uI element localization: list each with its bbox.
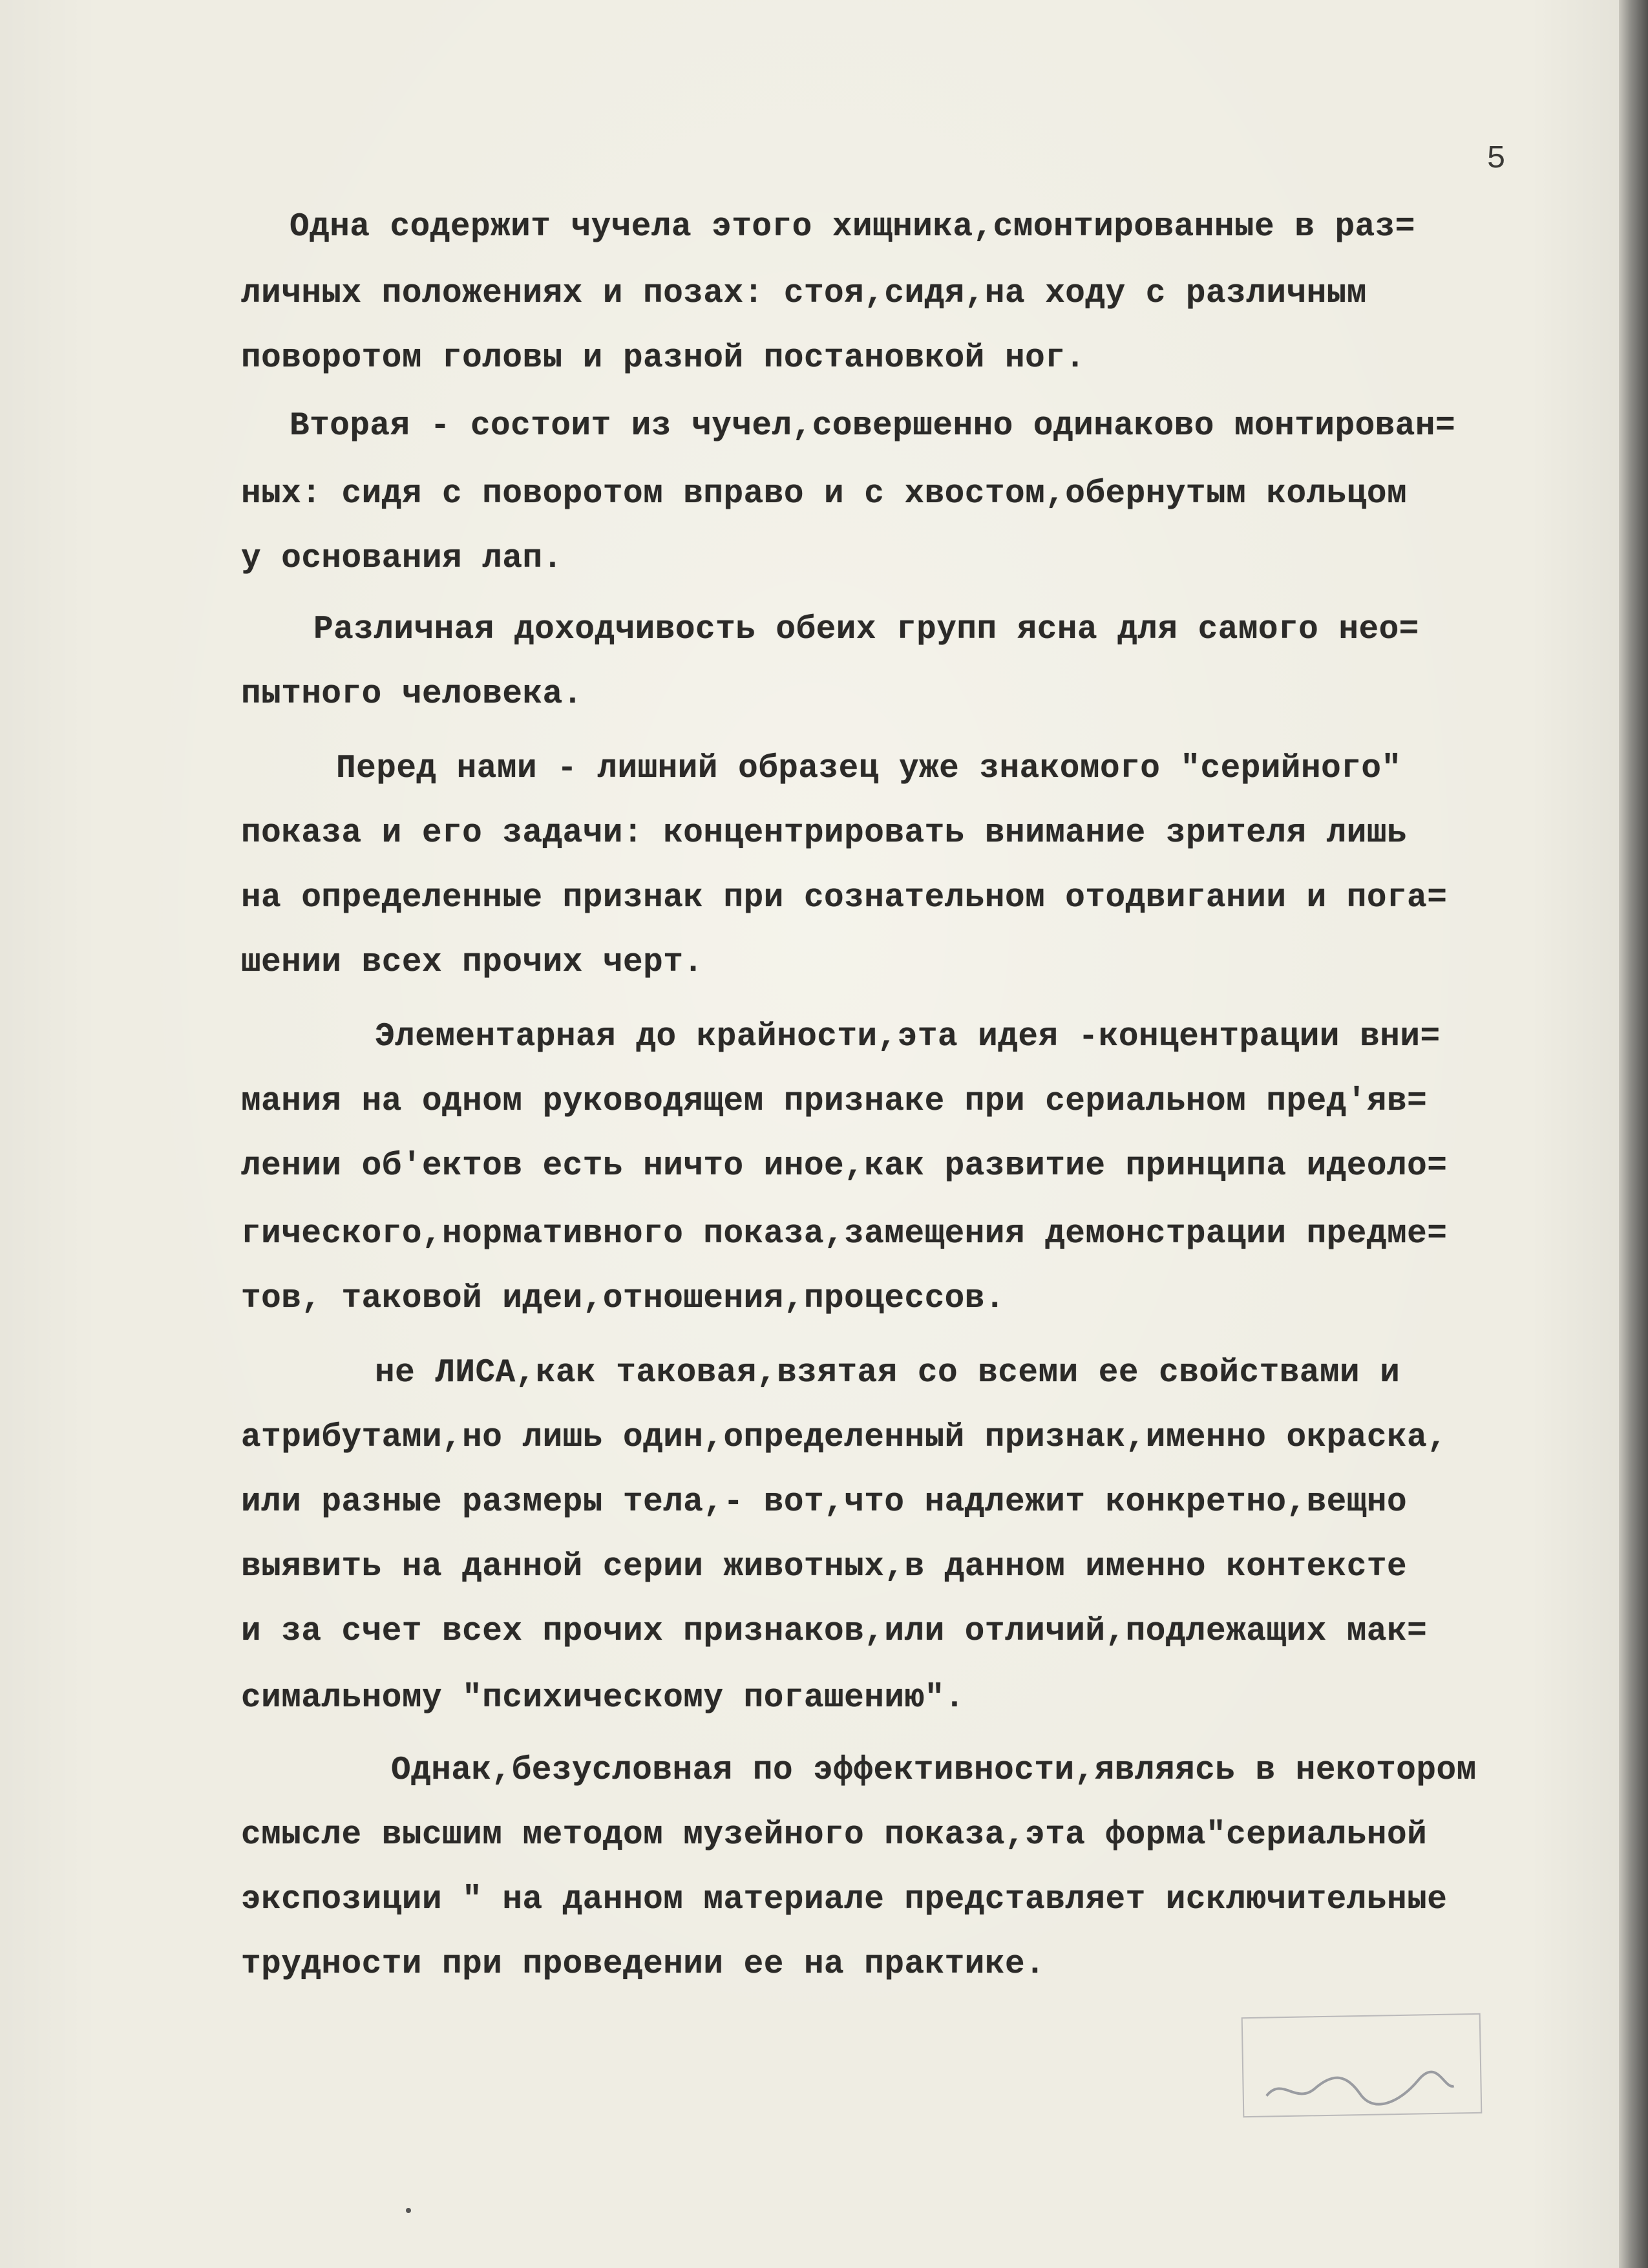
text-line: гического,нормативного показа,замещения демонстрации предме= — [241, 1216, 1448, 1253]
text-line: мания на одном руководящем признаке при сериальном пред'яв= — [241, 1083, 1428, 1120]
text-line: Перед нами - лишний образец уже знакомого "серийного" — [336, 750, 1402, 787]
text-line: лении об'ектов есть ничто иное,как развитие принципа идеоло= — [241, 1148, 1448, 1185]
text-line: и за счет всех прочих признаков,или отличий,подлежащих мак= — [241, 1613, 1428, 1650]
text-line: показа и его задачи: концентрировать внимание зрителя лишь — [241, 815, 1408, 852]
text-line: не ЛИСА,как таковая,взятая со всеми ее свойствами и — [375, 1355, 1400, 1392]
text-line: Однак,безусловная по эффективности,являясь в некотором — [391, 1752, 1477, 1789]
text-line: шении всех прочих черт. — [241, 944, 704, 981]
text-line: у основания лап. — [241, 540, 563, 577]
text-line: Вторая - состоит из чучел,совершенно одинаково монтирован= — [290, 408, 1456, 445]
page-number: 5 — [1486, 141, 1506, 178]
scan-edge-shadow — [1619, 0, 1648, 2268]
text-line: ных: сидя с поворотом вправо и с хвостом,обернутым кольцом — [241, 476, 1408, 513]
text-line: личных положениях и позах: стоя,сидя,на ходу с различным — [241, 275, 1367, 312]
text-line: Одна содержит чучела этого хищника,смонтированные в раз= — [290, 209, 1415, 246]
text-line: трудности при проведении ее на практике. — [241, 1946, 1046, 1983]
text-line: симальному "психическому погашению". — [241, 1680, 965, 1717]
text-line: экспозиции " на данном материале представляет исключительные — [241, 1881, 1448, 1918]
stamp-signature-icon — [1263, 2066, 1457, 2108]
text-line: поворотом головы и разной постановкой ног. — [241, 340, 1086, 377]
text-line: пытного человека. — [241, 676, 583, 713]
text-line: тов, таковой идеи,отношения,процессов. — [241, 1280, 1005, 1317]
text-line: на определенные признак при сознательном отодвигании и пога= — [241, 880, 1448, 917]
stamp-line — [1249, 2019, 1473, 2022]
paper-speck — [406, 2208, 411, 2213]
archive-stamp — [1241, 2013, 1483, 2117]
text-line: Различная доходчивость обеих групп ясна для самого нео= — [313, 611, 1419, 648]
text-line: выявить на данной серии животных,в данном именно контексте — [241, 1549, 1408, 1585]
text-line: смысле высшим методом музейного показа,эта форма"сериальной — [241, 1817, 1428, 1854]
text-line: или разные размеры тела,- вот,что надлежит конкретно,вещно — [241, 1484, 1408, 1521]
text-line: атрибутами,но лишь один,определенный признак,именно окраска, — [241, 1419, 1448, 1456]
text-line: Элементарная до крайности,эта идея -концентрации вни= — [375, 1019, 1441, 1055]
